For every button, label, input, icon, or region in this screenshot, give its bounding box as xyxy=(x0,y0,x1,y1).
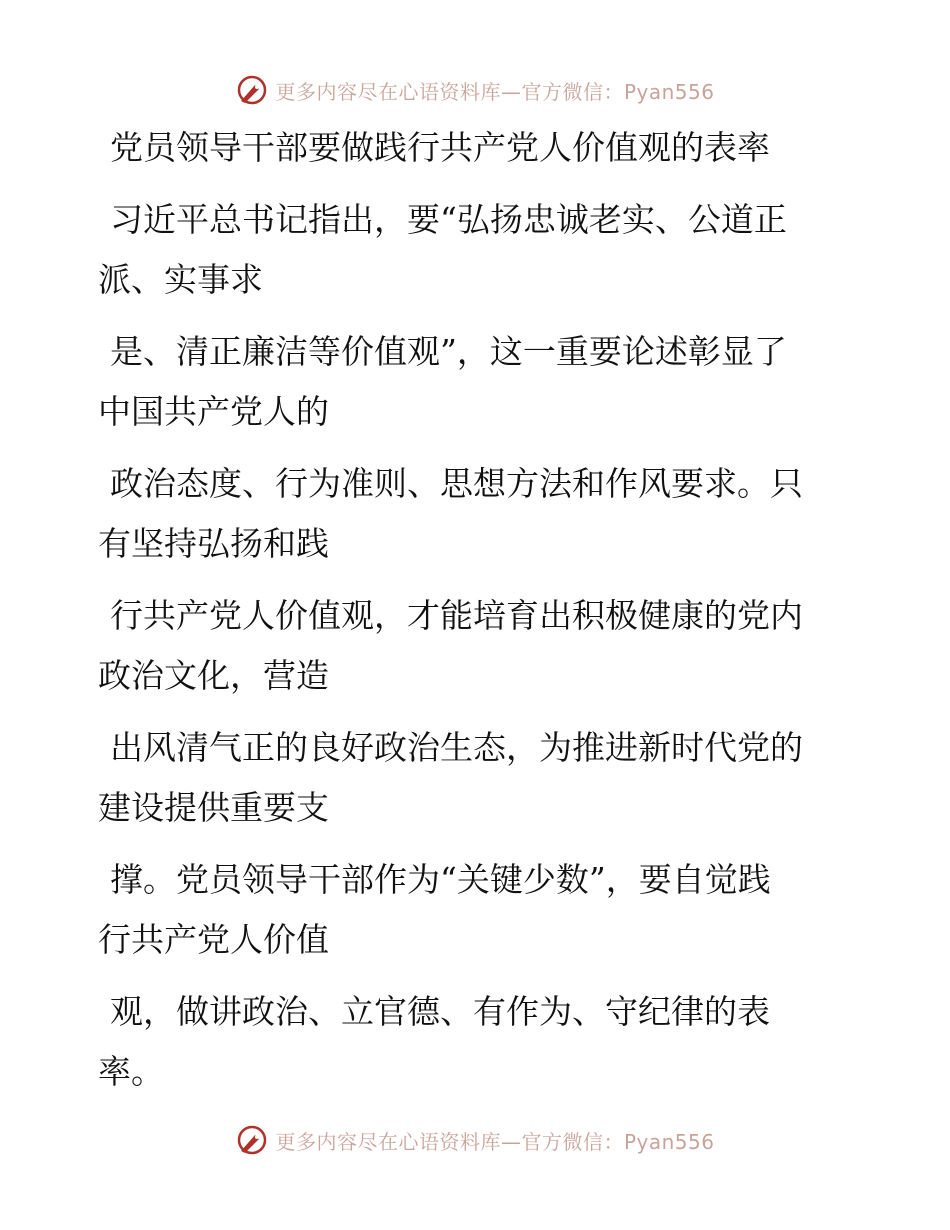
watermark-banner-top xyxy=(0,70,950,110)
paragraph xyxy=(98,454,828,574)
pen-nib-circle-icon xyxy=(235,1123,269,1157)
paragraph xyxy=(98,982,828,1102)
document-title: 党员领导干部要做践行共产党人价值观的表率 xyxy=(110,128,770,167)
paragraph-line: 出风清气正的良好政治生态，为推进新时代党的 xyxy=(110,728,803,767)
watermark-banner-bottom xyxy=(0,1120,950,1160)
document-body xyxy=(98,118,838,1102)
paragraph xyxy=(98,718,828,838)
paragraph-line: 习近平总书记指出，要“弘扬忠诚老实、公道正 xyxy=(110,200,787,239)
paragraph-line: 中国共产党人的 xyxy=(98,392,329,431)
paragraph xyxy=(98,190,828,310)
paragraph-line: 率。 xyxy=(98,1052,164,1091)
paragraph-line: 是、清正廉洁等价值观”，这一重要论述彰显了 xyxy=(110,332,787,371)
paragraph-line: 撑。党员领导干部作为“关键少数”，要自觉践 xyxy=(110,860,771,899)
paragraph-line: 政治文化，营造 xyxy=(98,656,329,695)
paragraph-line: 观，做讲政治、立官德、有作为、守纪律的表 xyxy=(110,992,770,1031)
paragraph xyxy=(98,850,828,970)
paragraph-line: 有坚持弘扬和践 xyxy=(98,524,329,563)
paragraph-line: 行共产党人价值观，才能培育出积极健康的党内 xyxy=(110,596,803,635)
pen-nib-circle-icon xyxy=(235,73,269,107)
paragraph xyxy=(98,586,828,706)
paragraph-line: 建设提供重要支 xyxy=(98,788,329,827)
paragraph xyxy=(98,322,828,442)
paragraph-line: 政治态度、行为准则、思想方法和作风要求。只 xyxy=(110,464,803,503)
watermark-text: 更多内容尽在心语资料库—官方微信：Pyan556 xyxy=(275,1129,715,1154)
paragraph-line: 行共产党人价值 xyxy=(98,920,329,959)
watermark-text: 更多内容尽在心语资料库—官方微信：Pyan556 xyxy=(275,79,715,104)
paragraph-line: 派、实事求 xyxy=(98,260,263,299)
